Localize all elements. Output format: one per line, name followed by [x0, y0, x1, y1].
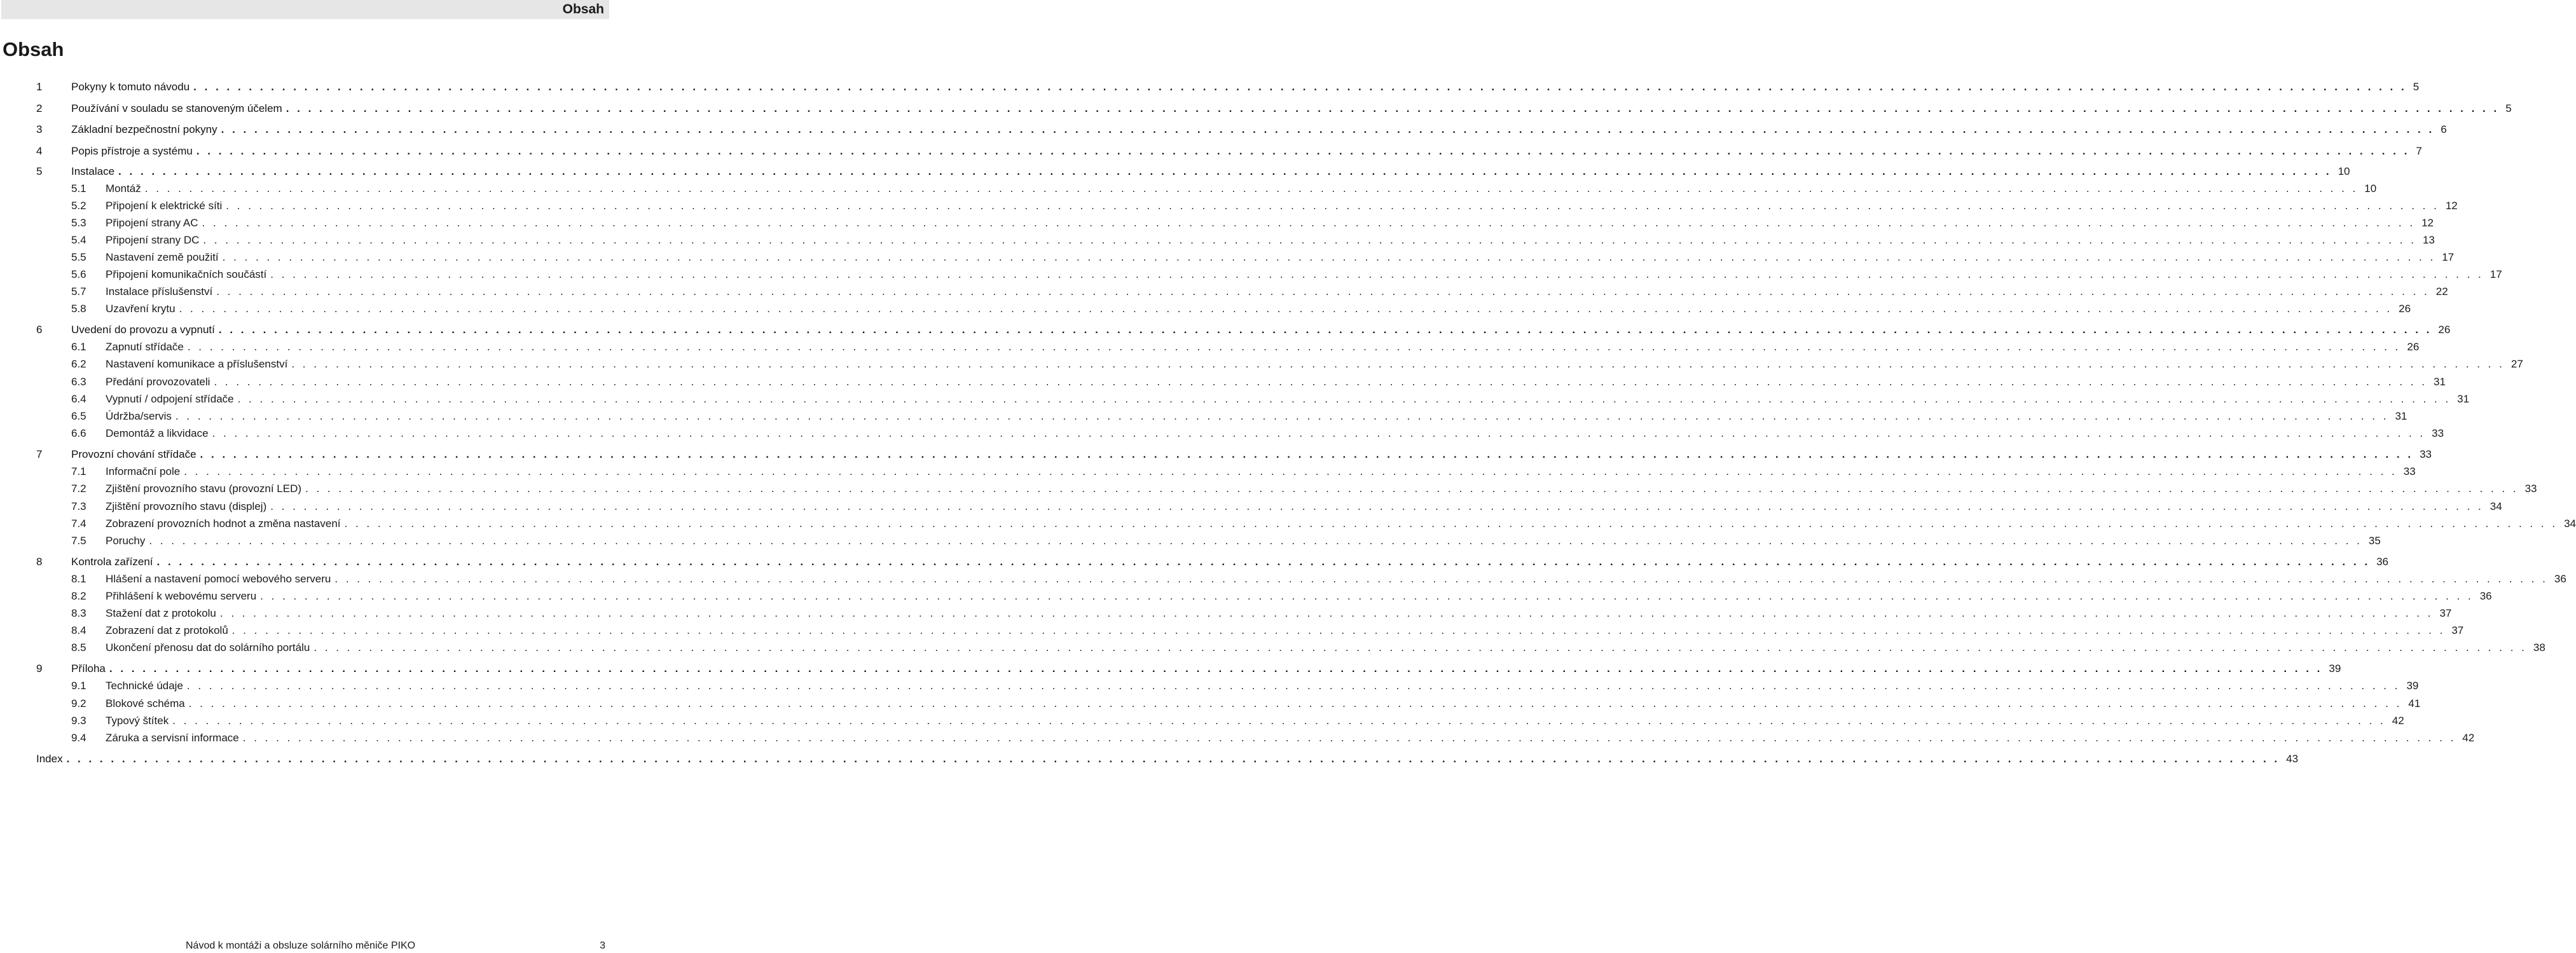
toc-entry-title: Zobrazení dat z protokolů	[106, 624, 228, 636]
toc-leader-dots: . . . . . . . . . . . . . . . . . . . . . . . . . . . . . . . . . . . . . . . . . . . . . . . . . . . . . . . . . . . . . . . . . . . . . . . . . . . . . . . . . . . . . . . . . . . . . . . . . . . . . . . . . . . . . . . . . . . . . . . . . . . . . . . . . . . . . . . . . . . . . . . . . . . . . . . . . . . . . . . . . . . . . . . . . . . . . . . . . . . . . . . . . . . . . . . . . . . . . . . .	[187, 341, 2401, 353]
toc-entry-number: 5	[36, 165, 43, 177]
header-title: Obsah	[562, 2, 604, 17]
toc-entry-page: 34	[2564, 518, 2576, 530]
toc-entry[interactable]	[0, 301, 2411, 317]
toc-entry-title: Používání v souladu se stanoveným účelem	[71, 102, 282, 114]
toc-entry-number: 5.4	[71, 234, 86, 246]
toc-entry-number: 8	[36, 556, 43, 568]
toc-entry-number: 6.1	[71, 341, 86, 353]
toc-entry-number: 7.4	[71, 518, 86, 530]
toc-entry-page: 41	[2408, 697, 2421, 710]
toc-entry-page: 31	[2433, 376, 2446, 388]
toc-leader-dots: . . . . . . . . . . . . . . . . . . . . . . . . . . . . . . . . . . . . . . . . . . . . . . . . . . . . . . . . . . . . . . . . . . . . . . . . . . . . . . . . . . . . . . . . . . . . . . . . . . . . . . . . . . . . . . . . . . . . . . . . . . . . . . . . . . . . . . . . . . . . . . . . . . . . . . . . . . . . . . . . . . . . . . . . . . . . . . . . . . . . . . . . . . . . . . . . . . . . . . . .	[212, 427, 2426, 439]
toc-entry-number: 8.4	[71, 624, 86, 636]
toc-entry-page: 5	[2413, 81, 2420, 93]
toc-entry-number: 5.8	[71, 303, 86, 315]
toc-entry-title: Instalace	[71, 165, 115, 177]
toc-entry[interactable]	[0, 339, 2420, 355]
toc-entry-number: 7.3	[71, 500, 86, 512]
toc-leader-dots: . . . . . . . . . . . . . . . . . . . . . . . . . . . . . . . . . . . . . . . . . . . . . . . . . . . . . . . . . . . . . . . . . . . . . . . . . . . . . . . . . . . . . . . . . . . . . . . . . . . . . . . . . . . . . . . . . . . . . . . . . . . . . . . . . . . . . . . . . . . . . . . . . . . . . . . . . . . . . . . . . . . . . . . . . . . . . . . . . . . . . . . . . . . . . . . . . . . . . . . .	[172, 715, 2386, 727]
toc-entry-title: Příloha	[71, 662, 106, 675]
toc-entry-number: 9.3	[71, 715, 86, 727]
toc-entry-title: Připojení k elektrické síti	[106, 200, 223, 212]
toc-entry[interactable]	[0, 572, 2566, 587]
toc-entry-number: 5.5	[71, 251, 86, 263]
toc-leader-dots: . . . . . . . . . . . . . . . . . . . . . . . . . . . . . . . . . . . . . . . . . . . . . . . . . . . . . . . . . . . . . . . . . . . . . . . . . . . . . . . . . . . . . . . . . . . . . . . . . . . . . . . . . . . . . . . . . . . . . . . . . . . . . . . . . . . . . . . . . . . . . . . . . . . . . . . . . . . . . . . . . . . . . . . . . . . . . . . . . . . . . . . . . . . . . . . . . . . . . . . .	[188, 697, 2402, 710]
toc-entry[interactable]	[0, 164, 2350, 179]
toc-leader-dots: . . . . . . . . . . . . . . . . . . . . . . . . . . . . . . . . . . . . . . . . . . . . . . . . . . . . . . . . . . . . . . . . . . . . . . . . . . . . . . . . . . . . . . . . . . . . . . . . . . . . . . . . . . . . . . . . . . . . . . . . . . . . . . . . . . . . . . . . . . . . . . . . . . . . . . . . . . . . . . . . . . . . . . . . . . . . . . . . . . . . . . . . . . . . . . . . . . . . . . . .	[196, 145, 2410, 157]
toc-leader-dots: . . . . . . . . . . . . . . . . . . . . . . . . . . . . . . . . . . . . . . . . . . . . . . . . . . . . . . . . . . . . . . . . . . . . . . . . . . . . . . . . . . . . . . . . . . . . . . . . . . . . . . . . . . . . . . . . . . . . . . . . . . . . . . . . . . . . . . . . . . . . . . . . . . . . . . . . . . . . . . . . . . . . . . . . . . . . . . . . . . . . . . . . . . . . . . . . . . . . . . . .	[175, 410, 2389, 422]
toc-entry-page: 39	[2406, 680, 2419, 692]
toc-entry-page: 5	[2505, 102, 2512, 114]
footer-text: Návod k montáži a obsluze solárního měniče PIKO	[186, 940, 416, 951]
toc-entry[interactable]	[0, 623, 2464, 638]
toc-entry-title: Popis přístroje a systému	[71, 145, 193, 157]
toc-entry-page: 34	[2490, 500, 2502, 512]
toc-leader-dots: . . . . . . . . . . . . . . . . . . . . . . . . . . . . . . . . . . . . . . . . . . . . . . . . . . . . . . . . . . . . . . . . . . . . . . . . . . . . . . . . . . . . . . . . . . . . . . . . . . . . . . . . . . . . . . . . . . . . . . . . . . . . . . . . . . . . . . . . . . . . . . . . . . . . . . . . . . . . . . . . . . . . . . . . . . . . . . . . . . . . . . . . . . . . . . . . . . . . . . . .	[216, 285, 2430, 298]
toc-entry-number: 9.4	[71, 732, 86, 744]
toc-entry-number: 6.5	[71, 410, 86, 422]
toc-entry-page: 10	[2338, 165, 2350, 177]
toc-leader-dots: . . . . . . . . . . . . . . . . . . . . . . . . . . . . . . . . . . . . . . . . . . . . . . . . . . . . . . . . . . . . . . . . . . . . . . . . . . . . . . . . . . . . . . . . . . . . . . . . . . . . . . . . . . . . . . . . . . . . . . . . . . . . . . . . . . . . . . . . . . . . . . . . . . . . . . . . . . . . . . . . . . . . . . . . . . . . . . . . . . . . . . . . . . . . . . . . . . . . . . . .	[260, 590, 2474, 602]
toc-entry-page: 6	[2441, 123, 2447, 135]
toc-entry-title: Uvedení do provozu a vypnutí	[71, 324, 215, 336]
toc-entry-page: 26	[2438, 324, 2451, 336]
toc-entry-number: 7	[36, 448, 43, 460]
toc-leader-dots: . . . . . . . . . . . . . . . . . . . . . . . . . . . . . . . . . . . . . . . . . . . . . . . . . . . . . . . . . . . . . . . . . . . . . . . . . . . . . . . . . . . . . . . . . . . . . . . . . . . . . . . . . . . . . . . . . . . . . . . . . . . . . . . . . . . . . . . . . . . . . . . . . . . . . . . . . . . . . . . . . . . . . . . . . . . . . . . . . . . . . . . . . . . . . . . . . . . . . . . .	[237, 393, 2451, 405]
toc-leader-dots: . . . . . . . . . . . . . . . . . . . . . . . . . . . . . . . . . . . . . . . . . . . . . . . . . . . . . . . . . . . . . . . . . . . . . . . . . . . . . . . . . . . . . . . . . . . . . . . . . . . . . . . . . . . . . . . . . . . . . . . . . . . . . . . . . . . . . . . . . . . . . . . . . . . . . . . . . . . . . . . . . . . . . . . . . . . . . . . . . . . . . . . . . . . . . . . . . . . . . . . .	[270, 268, 2484, 280]
toc-entry[interactable]	[0, 533, 2381, 549]
toc-leader-dots: . . . . . . . . . . . . . . . . . . . . . . . . . . . . . . . . . . . . . . . . . . . . . . . . . . . . . . . . . . . . . . . . . . . . . . . . . . . . . . . . . . . . . . . . . . . . . . . . . . . . . . . . . . . . . . . . . . . . . . . . . . . . . . . . . . . . . . . . . . . . . . . . . . . . . . . . . . . . . . . . . . . . . . . . . . . . . . . . . . . . . . . . . . . . . . . . . . . . . . . .	[202, 217, 2416, 229]
toc-leader-dots: . . . . . . . . . . . . . . . . . . . . . . . . . . . . . . . . . . . . . . . . . . . . . . . . . . . . . . . . . . . . . . . . . . . . . . . . . . . . . . . . . . . . . . . . . . . . . . . . . . . . . . . . . . . . . . . . . . . . . . . . . . . . . . . . . . . . . . . . . . . . . . . . . . . . . . . . . . . . . . . . . . . . . . . . . . . . . . . . . . . . . . . . . . . . . . . . . . . . . . . .	[219, 607, 2434, 619]
toc-entry-number: 9	[36, 662, 43, 675]
toc-entry-number: 8.5	[71, 641, 86, 654]
toc-entry[interactable]	[0, 554, 2388, 570]
toc-entry[interactable]	[0, 216, 2434, 231]
toc-entry[interactable]	[0, 696, 2421, 711]
toc-leader-dots: . . . . . . . . . . . . . . . . . . . . . . . . . . . . . . . . . . . . . . . . . . . . . . . . . . . . . . . . . . . . . . . . . . . . . . . . . . . . . . . . . . . . . . . . . . . . . . . . . . . . . . . . . . . . . . . . . . . . . . . . . . . . . . . . . . . . . . . . . . . . . . . . . . . . . . . . . . . . . . . . . . . . . . . . . . . . . . . . . . . . . . . . . . . . . . . . . . . . . . . .	[203, 234, 2416, 246]
page-title: Obsah	[3, 38, 64, 60]
toc-entry-number: 6.4	[71, 393, 86, 405]
toc-entry-number: 8.3	[71, 607, 86, 619]
toc-entry[interactable]	[0, 181, 2377, 196]
toc-entry-title: Připojení komunikačních součástí	[106, 268, 267, 280]
toc-leader-dots: . . . . . . . . . . . . . . . . . . . . . . . . . . . . . . . . . . . . . . . . . . . . . . . . . . . . . . . . . . . . . . . . . . . . . . . . . . . . . . . . . . . . . . . . . . . . . . . . . . . . . . . . . . . . . . . . . . . . . . . . . . . . . . . . . . . . . . . . . . . . . . . . . . . . . . . . . . . . . . . . . . . . . . . . . . . . . . . . . . . . . . . . . . . . . . . . . . . . . . . .	[270, 500, 2484, 512]
toc-leader-dots: . . . . . . . . . . . . . . . . . . . . . . . . . . . . . . . . . . . . . . . . . . . . . . . . . . . . . . . . . . . . . . . . . . . . . . . . . . . . . . . . . . . . . . . . . . . . . . . . . . . . . . . . . . . . . . . . . . . . . . . . . . . . . . . . . . . . . . . . . . . . . . . . . . . . . . . . . . . . . . . . . . . . . . . . . . . . . . . . . . . . . . . . . . . . . . . . . . . . . . . .	[305, 483, 2519, 495]
toc-entry[interactable]	[0, 751, 2299, 767]
toc-entry-number: 6.6	[71, 427, 86, 439]
toc-entry-title: Zapnutí střídače	[106, 341, 184, 353]
toc-entry-number: 9.1	[71, 680, 86, 692]
toc-entry-title: Instalace příslušenství	[106, 285, 213, 298]
toc-leader-dots: . . . . . . . . . . . . . . . . . . . . . . . . . . . . . . . . . . . . . . . . . . . . . . . . . . . . . . . . . . . . . . . . . . . . . . . . . . . . . . . . . . . . . . . . . . . . . . . . . . . . . . . . . . . . . . . . . . . . . . . . . . . . . . . . . . . . . . . . . . . . . . . . . . . . . . . . . . . . . . . . . . . . . . . . . . . . . . . . . . . . . . . . . . . . . . . . . . . . . . . .	[222, 251, 2436, 263]
toc-entry[interactable]	[0, 516, 2576, 531]
toc-leader-dots: . . . . . . . . . . . . . . . . . . . . . . . . . . . . . . . . . . . . . . . . . . . . . . . . . . . . . . . . . . . . . . . . . . . . . . . . . . . . . . . . . . . . . . . . . . . . . . . . . . . . . . . . . . . . . . . . . . . . . . . . . . . . . . . . . . . . . . . . . . . . . . . . . . . . . . . . . . . . . . . . . . . . . . . . . . . . . . . . . . . . . . . . . . . . . . . . . . . . . . . .	[186, 680, 2400, 692]
toc-entry[interactable]	[0, 122, 2447, 137]
toc-entry-page: 33	[2432, 427, 2444, 439]
toc-leader-dots: . . . . . . . . . . . . . . . . . . . . . . . . . . . . . . . . . . . . . . . . . . . . . . . . . . . . . . . . . . . . . . . . . . . . . . . . . . . . . . . . . . . . . . . . . . . . . . . . . . . . . . . . . . . . . . . . . . . . . . . . . . . . . . . . . . . . . . . . . . . . . . . . . . . . . . . . . . . . . . . . . . . . . . . . . . . . . . . . . . . . . . . . . . . . . . . . . . . . . . . .	[286, 102, 2500, 114]
toc-entry-title: Technické údaje	[106, 680, 183, 692]
toc-leader-dots: . . . . . . . . . . . . . . . . . . . . . . . . . . . . . . . . . . . . . . . . . . . . . . . . . . . . . . . . . . . . . . . . . . . . . . . . . . . . . . . . . . . . . . . . . . . . . . . . . . . . . . . . . . . . . . . . . . . . . . . . . . . . . . . . . . . . . . . . . . . . . . . . . . . . . . . . . . . . . . . . . . . . . . . . . . . . . . . . . . . . . . . . . . . . . . . . . . . . . . . .	[144, 182, 2359, 195]
toc-leader-dots: . . . . . . . . . . . . . . . . . . . . . . . . . . . . . . . . . . . . . . . . . . . . . . . . . . . . . . . . . . . . . . . . . . . . . . . . . . . . . . . . . . . . . . . . . . . . . . . . . . . . . . . . . . . . . . . . . . . . . . . . . . . . . . . . . . . . . . . . . . . . . . . . . . . . . . . . . . . . . . . . . . . . . . . . . . . . . . . . . . . . . . . . . . . . . . . . . . . . . . . .	[66, 753, 2280, 765]
toc-entry-title: Ukončení přenosu dat do solárního portálu	[106, 641, 310, 654]
toc-entry-title: Demontáž a likvidace	[106, 427, 209, 439]
toc-entry-number: 5.1	[71, 182, 86, 195]
toc-entry-page: 36	[2554, 573, 2566, 585]
toc-entry-number: 5.6	[71, 268, 86, 280]
toc-entry-number: 5.3	[71, 217, 86, 229]
toc-leader-dots: . . . . . . . . . . . . . . . . . . . . . . . . . . . . . . . . . . . . . . . . . . . . . . . . . . . . . . . . . . . . . . . . . . . . . . . . . . . . . . . . . . . . . . . . . . . . . . . . . . . . . . . . . . . . . . . . . . . . . . . . . . . . . . . . . . . . . . . . . . . . . . . . . . . . . . . . . . . . . . . . . . . . . . . . . . . . . . . . . . . . . . . . . . . . . . . . . . . . . . . .	[156, 556, 2371, 568]
toc-entry[interactable]	[0, 198, 2458, 214]
toc-leader-dots: . . . . . . . . . . . . . . . . . . . . . . . . . . . . . . . . . . . . . . . . . . . . . . . . . . . . . . . . . . . . . . . . . . . . . . . . . . . . . . . . . . . . . . . . . . . . . . . . . . . . . . . . . . . . . . . . . . . . . . . . . . . . . . . . . . . . . . . . . . . . . . . . . . . . . . . . . . . . . . . . . . . . . . . . . . . . . . . . . . . . . . . . . . . . . . . . . . . . . . . .	[221, 123, 2435, 135]
toc-entry-title: Záruka a servisní informace	[106, 732, 239, 744]
toc-entry-page: 37	[2451, 624, 2464, 636]
toc-entry-page: 27	[2511, 358, 2523, 370]
toc-leader-dots: . . . . . . . . . . . . . . . . . . . . . . . . . . . . . . . . . . . . . . . . . . . . . . . . . . . . . . . . . . . . . . . . . . . . . . . . . . . . . . . . . . . . . . . . . . . . . . . . . . . . . . . . . . . . . . . . . . . . . . . . . . . . . . . . . . . . . . . . . . . . . . . . . . . . . . . . . . . . . . . . . . . . . . . . . . . . . . . . . . . . . . . . . . . . . . . . . . . . . . . .	[231, 624, 2446, 636]
toc-entry-title: Typový štítek	[106, 715, 169, 727]
toc-entry-number: 2	[36, 102, 43, 114]
toc-entry-page: 42	[2462, 732, 2475, 744]
toc-entry-page: 10	[2364, 182, 2377, 195]
toc-entry[interactable]	[0, 678, 2419, 694]
toc-leader-dots: . . . . . . . . . . . . . . . . . . . . . . . . . . . . . . . . . . . . . . . . . . . . . . . . . . . . . . . . . . . . . . . . . . . . . . . . . . . . . . . . . . . . . . . . . . . . . . . . . . . . . . . . . . . . . . . . . . . . . . . . . . . . . . . . . . . . . . . . . . . . . . . . . . . . . . . . . . . . . . . . . . . . . . . . . . . . . . . . . . . . . . . . . . . . . . . . . . . . . . . .	[118, 165, 2332, 177]
toc-entry-number: 8.2	[71, 590, 86, 602]
toc-entry-number: 7.2	[71, 483, 86, 495]
toc-entry-title: Přihlášení k webovému serveru	[106, 590, 257, 602]
toc-entry[interactable]	[0, 640, 2545, 655]
toc-entry-page: 42	[2392, 715, 2404, 727]
toc-entry-page: 12	[2421, 217, 2434, 229]
toc-entry-page: 17	[2490, 268, 2502, 280]
toc-entry-title: Připojení strany DC	[106, 234, 200, 246]
toc-entry[interactable]	[0, 284, 2448, 299]
toc-entry-page: 31	[2457, 393, 2470, 405]
toc-entry-number: 6.3	[71, 376, 86, 388]
toc-leader-dots: . . . . . . . . . . . . . . . . . . . . . . . . . . . . . . . . . . . . . . . . . . . . . . . . . . . . . . . . . . . . . . . . . . . . . . . . . . . . . . . . . . . . . . . . . . . . . . . . . . . . . . . . . . . . . . . . . . . . . . . . . . . . . . . . . . . . . . . . . . . . . . . . . . . . . . . . . . . . . . . . . . . . . . . . . . . . . . . . . . . . . . . . . . . . . . . . . . . . . . . .	[149, 535, 2362, 547]
toc-leader-dots: . . . . . . . . . . . . . . . . . . . . . . . . . . . . . . . . . . . . . . . . . . . . . . . . . . . . . . . . . . . . . . . . . . . . . . . . . . . . . . . . . . . . . . . . . . . . . . . . . . . . . . . . . . . . . . . . . . . . . . . . . . . . . . . . . . . . . . . . . . . . . . . . . . . . . . . . . . . . . . . . . . . . . . . . . . . . . . . . . . . . . . . . . . . . . . . . . . . . . . . .	[242, 732, 2456, 744]
toc-entry-number: 6.2	[71, 358, 86, 370]
toc-entry-page: 12	[2445, 200, 2458, 212]
toc-leader-dots: . . . . . . . . . . . . . . . . . . . . . . . . . . . . . . . . . . . . . . . . . . . . . . . . . . . . . . . . . . . . . . . . . . . . . . . . . . . . . . . . . . . . . . . . . . . . . . . . . . . . . . . . . . . . . . . . . . . . . . . . . . . . . . . . . . . . . . . . . . . . . . . . . . . . . . . . . . . . . . . . . . . . . . . . . . . . . . . . . . . . . . . . . . . . . . . . . . . . . . . .	[109, 662, 2323, 675]
toc-leader-dots: . . . . . . . . . . . . . . . . . . . . . . . . . . . . . . . . . . . . . . . . . . . . . . . . . . . . . . . . . . . . . . . . . . . . . . . . . . . . . . . . . . . . . . . . . . . . . . . . . . . . . . . . . . . . . . . . . . . . . . . . . . . . . . . . . . . . . . . . . . . . . . . . . . . . . . . . . . . . . . . . . . . . . . . . . . . . . . . . . . . . . . . . . . . . . . . . . . . . . . . .	[344, 518, 2558, 530]
toc-entry-page: 26	[2407, 341, 2420, 353]
toc-entry[interactable]	[0, 409, 2407, 424]
toc-entry[interactable]	[0, 233, 2435, 248]
toc-entry-title: Index	[36, 753, 63, 765]
toc-entry-title: Nastavení komunikace a příslušenství	[106, 358, 288, 370]
toc-entry[interactable]	[0, 79, 2420, 95]
toc-entry-page: 35	[2368, 535, 2381, 547]
toc-entry-page: 31	[2395, 410, 2407, 422]
toc-entry-title: Základní bezpečnostní pokyny	[71, 123, 217, 135]
toc-entry-title: Připojení strany AC	[106, 217, 198, 229]
toc-entry-page: 39	[2329, 662, 2341, 675]
toc-entry-number: 9.2	[71, 697, 86, 710]
toc-entry-page: 13	[2422, 234, 2435, 246]
toc-leader-dots: . . . . . . . . . . . . . . . . . . . . . . . . . . . . . . . . . . . . . . . . . . . . . . . . . . . . . . . . . . . . . . . . . . . . . . . . . . . . . . . . . . . . . . . . . . . . . . . . . . . . . . . . . . . . . . . . . . . . . . . . . . . . . . . . . . . . . . . . . . . . . . . . . . . . . . . . . . . . . . . . . . . . . . . . . . . . . . . . . . . . . . . . . . . . . . . . . . . . . . . .	[218, 324, 2432, 336]
toc-entry-number: 7.5	[71, 535, 86, 547]
toc-entry-page: 38	[2533, 641, 2545, 654]
toc-entry[interactable]	[0, 101, 2512, 116]
toc-entry-number: 8.1	[71, 573, 86, 585]
toc-entry-number: 4	[36, 145, 43, 157]
toc-entry-title: Uzavření krytu	[106, 303, 176, 315]
toc-leader-dots: . . . . . . . . . . . . . . . . . . . . . . . . . . . . . . . . . . . . . . . . . . . . . . . . . . . . . . . . . . . . . . . . . . . . . . . . . . . . . . . . . . . . . . . . . . . . . . . . . . . . . . . . . . . . . . . . . . . . . . . . . . . . . . . . . . . . . . . . . . . . . . . . . . . . . . . . . . . . . . . . . . . . . . . . . . . . . . . . . . . . . . . . . . . . . . . . . . . . . . . .	[291, 358, 2505, 370]
toc-entry-title: Zjištění provozního stavu (displej)	[106, 500, 267, 512]
toc-entry-title: Zjištění provozního stavu (provozní LED)	[106, 483, 302, 495]
toc-entry-title: Kontrola zařízení	[71, 556, 153, 568]
toc-entry-number: 5.2	[71, 200, 86, 212]
toc-entry-page: 33	[2524, 483, 2537, 495]
toc-entry-page: 26	[2399, 303, 2411, 315]
toc-entry-title: Údržba/servis	[106, 410, 172, 422]
toc-leader-dots: . . . . . . . . . . . . . . . . . . . . . . . . . . . . . . . . . . . . . . . . . . . . . . . . . . . . . . . . . . . . . . . . . . . . . . . . . . . . . . . . . . . . . . . . . . . . . . . . . . . . . . . . . . . . . . . . . . . . . . . . . . . . . . . . . . . . . . . . . . . . . . . . . . . . . . . . . . . . . . . . . . . . . . . . . . . . . . . . . . . . . . . . . . . . . . . . . . . . . . . .	[200, 448, 2414, 460]
toc-entry-title: Pokyny k tomuto návodu	[71, 81, 190, 93]
toc-leader-dots: . . . . . . . . . . . . . . . . . . . . . . . . . . . . . . . . . . . . . . . . . . . . . . . . . . . . . . . . . . . . . . . . . . . . . . . . . . . . . . . . . . . . . . . . . . . . . . . . . . . . . . . . . . . . . . . . . . . . . . . . . . . . . . . . . . . . . . . . . . . . . . . . . . . . . . . . . . . . . . . . . . . . . . . . . . . . . . . . . . . . . . . . . . . . . . . . . . . . . . . .	[193, 81, 2407, 93]
toc-leader-dots: . . . . . . . . . . . . . . . . . . . . . . . . . . . . . . . . . . . . . . . . . . . . . . . . . . . . . . . . . . . . . . . . . . . . . . . . . . . . . . . . . . . . . . . . . . . . . . . . . . . . . . . . . . . . . . . . . . . . . . . . . . . . . . . . . . . . . . . . . . . . . . . . . . . . . . . . . . . . . . . . . . . . . . . . . . . . . . . . . . . . . . . . . . . . . . . . . . . . . . . .	[179, 303, 2393, 315]
toc-entry-page: 17	[2442, 251, 2455, 263]
toc-entry-page: 22	[2435, 285, 2448, 298]
toc-entry[interactable]	[0, 250, 2455, 265]
toc-entry[interactable]	[0, 464, 2416, 479]
toc-entry-page: 33	[2403, 465, 2416, 477]
toc-entry-page: 36	[2479, 590, 2492, 602]
header-bar	[1, 0, 609, 19]
toc-entry[interactable]	[0, 713, 2404, 729]
toc-entry-page: 43	[2286, 753, 2299, 765]
toc-entry[interactable]	[0, 392, 2470, 407]
toc-entry-title: Vypnutí / odpojení střídače	[106, 393, 234, 405]
toc-entry[interactable]	[0, 322, 2451, 338]
toc-leader-dots: . . . . . . . . . . . . . . . . . . . . . . . . . . . . . . . . . . . . . . . . . . . . . . . . . . . . . . . . . . . . . . . . . . . . . . . . . . . . . . . . . . . . . . . . . . . . . . . . . . . . . . . . . . . . . . . . . . . . . . . . . . . . . . . . . . . . . . . . . . . . . . . . . . . . . . . . . . . . . . . . . . . . . . . . . . . . . . . . . . . . . . . . . . . . . . . . . . . . . . . .	[226, 200, 2439, 212]
toc-entry-page: 36	[2376, 556, 2388, 568]
toc-entry-page: 37	[2439, 607, 2452, 619]
toc-entry-title: Blokové schéma	[106, 697, 185, 710]
toc-entry-title: Zobrazení provozních hodnot a změna nastavení	[106, 518, 341, 530]
toc-entry[interactable]	[0, 606, 2452, 621]
toc-entry[interactable]	[0, 426, 2444, 441]
toc-entry[interactable]	[0, 144, 2422, 159]
footer	[0, 939, 610, 953]
toc-leader-dots: . . . . . . . . . . . . . . . . . . . . . . . . . . . . . . . . . . . . . . . . . . . . . . . . . . . . . . . . . . . . . . . . . . . . . . . . . . . . . . . . . . . . . . . . . . . . . . . . . . . . . . . . . . . . . . . . . . . . . . . . . . . . . . . . . . . . . . . . . . . . . . . . . . . . . . . . . . . . . . . . . . . . . . . . . . . . . . . . . . . . . . . . . . . . . . . . . . . . . . . .	[184, 465, 2397, 477]
toc-entry-number: 7.1	[71, 465, 86, 477]
toc-leader-dots: . . . . . . . . . . . . . . . . . . . . . . . . . . . . . . . . . . . . . . . . . . . . . . . . . . . . . . . . . . . . . . . . . . . . . . . . . . . . . . . . . . . . . . . . . . . . . . . . . . . . . . . . . . . . . . . . . . . . . . . . . . . . . . . . . . . . . . . . . . . . . . . . . . . . . . . . . . . . . . . . . . . . . . . . . . . . . . . . . . . . . . . . . . . . . . . . . . . . . . . .	[334, 573, 2548, 585]
page-number: 3	[600, 940, 605, 951]
toc-entry[interactable]	[0, 481, 2537, 497]
toc-entry-title: Informační pole	[106, 465, 181, 477]
toc-leader-dots: . . . . . . . . . . . . . . . . . . . . . . . . . . . . . . . . . . . . . . . . . . . . . . . . . . . . . . . . . . . . . . . . . . . . . . . . . . . . . . . . . . . . . . . . . . . . . . . . . . . . . . . . . . . . . . . . . . . . . . . . . . . . . . . . . . . . . . . . . . . . . . . . . . . . . . . . . . . . . . . . . . . . . . . . . . . . . . . . . . . . . . . . . . . . . . . . . . . . . . . .	[214, 376, 2427, 388]
toc-entry[interactable]	[0, 499, 2502, 514]
toc-entry[interactable]	[0, 589, 2492, 604]
toc-entry-title: Poruchy	[106, 535, 146, 547]
toc-leader-dots: . . . . . . . . . . . . . . . . . . . . . . . . . . . . . . . . . . . . . . . . . . . . . . . . . . . . . . . . . . . . . . . . . . . . . . . . . . . . . . . . . . . . . . . . . . . . . . . . . . . . . . . . . . . . . . . . . . . . . . . . . . . . . . . . . . . . . . . . . . . . . . . . . . . . . . . . . . . . . . . . . . . . . . . . . . . . . . . . . . . . . . . . . . . . . . . . . . . . . . . .	[313, 641, 2527, 654]
toc-entry-title: Předání provozovateli	[106, 376, 210, 388]
toc-entry-number: 3	[36, 123, 43, 135]
toc-entry[interactable]	[0, 447, 2432, 462]
toc-entry[interactable]	[0, 357, 2523, 372]
toc-entry-title: Hlášení a nastavení pomocí webového serveru	[106, 573, 331, 585]
toc-entry-title: Stažení dat z protokolu	[106, 607, 216, 619]
toc-entry[interactable]	[0, 374, 2446, 390]
toc-entry[interactable]	[0, 661, 2341, 676]
toc-entry-title: Nastavení země použití	[106, 251, 219, 263]
toc-entry-title: Montáž	[106, 182, 141, 195]
toc-entry-number: 5.7	[71, 285, 86, 298]
toc-entry-number: 6	[36, 324, 43, 336]
toc-entry-number: 1	[36, 81, 43, 93]
toc-entry-page: 33	[2420, 448, 2432, 460]
toc-entry[interactable]	[0, 730, 2475, 746]
toc-entry-title: Provozní chování střídače	[71, 448, 196, 460]
toc-entry-page: 7	[2416, 145, 2422, 157]
toc-entry[interactable]	[0, 267, 2502, 282]
